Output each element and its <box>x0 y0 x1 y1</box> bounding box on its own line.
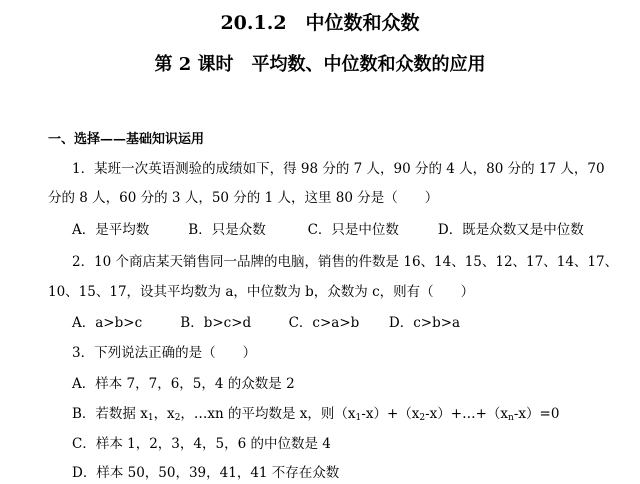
q3-b-sub-1: 1 <box>147 413 154 423</box>
question-3-stem: 3．下列说法正确的是（ ） <box>72 345 257 361</box>
q3-option-b <box>72 404 559 428</box>
q1-option-c: C．只是中位数 <box>307 222 399 238</box>
question-2-line-2: 10、15、17，设其平均数为 a，中位数为 b，众数为 c，则有（ ） <box>48 284 475 300</box>
q1-option-d: D．既是众数又是中位数 <box>437 222 584 238</box>
q2-option-a: A．a>b>c <box>72 315 143 331</box>
q1-option-a: A．是平均数 <box>72 222 150 238</box>
q2-option-c: C．c>a>b <box>288 315 360 331</box>
q3-b-sub-5: n <box>508 413 514 423</box>
q2-option-d: D．c>b>a <box>388 315 461 331</box>
q3-option-c: C．样本 1，2，3，4，5，6 的中位数是 4 <box>72 436 331 452</box>
q1-option-b: B．只是众数 <box>188 222 266 238</box>
q3-b-text-4: -x）+（x <box>361 406 420 422</box>
section-heading: 一、选择——基础知识运用 <box>48 132 205 147</box>
q2-option-b: B．b>c>d <box>180 315 252 331</box>
lesson-subtitle: 第 2 课时 平均数、中位数和众数的应用 <box>154 54 486 75</box>
q3-b-sub-4: 2 <box>419 413 426 423</box>
q3-b-sub-2: 2 <box>174 413 181 423</box>
q3-option-a: A．样本 7，7，6，5，4 的众数是 2 <box>72 376 295 392</box>
question-1-options <box>72 220 584 240</box>
page-title: 20.1.2 中位数和众数 <box>220 12 420 34</box>
q3-b-text-1: B．若数据 x <box>72 406 148 422</box>
question-1-line-1: 1．某班一次英语测验的成绩如下，得 98 分的 7 人，90 分的 4 人，80 分的 17 人，70 <box>72 161 605 177</box>
q3-b-text-3: ，…xn 的平均数是 x，则（x <box>180 406 356 422</box>
q3-b-text-5: -x）+…+（x <box>425 406 509 422</box>
q3-b-text-2: ，x <box>153 406 175 422</box>
q3-option-d: D．样本 50，50，39，41，41 不存在众数 <box>72 465 340 481</box>
q3-b-sub-3: 1 <box>355 413 362 423</box>
question-2-options <box>72 313 460 333</box>
q3-b-text-6: -x）=0 <box>513 406 560 422</box>
question-1-line-2: 分的 8 人，60 分的 3 人，50 分的 1 人，这里 80 分是（ ） <box>48 190 439 206</box>
question-2-line-1: 2．10 个商店某天销售同一品牌的电脑，销售的件数是 16、14、15、12、17、14、17、 <box>72 254 619 270</box>
